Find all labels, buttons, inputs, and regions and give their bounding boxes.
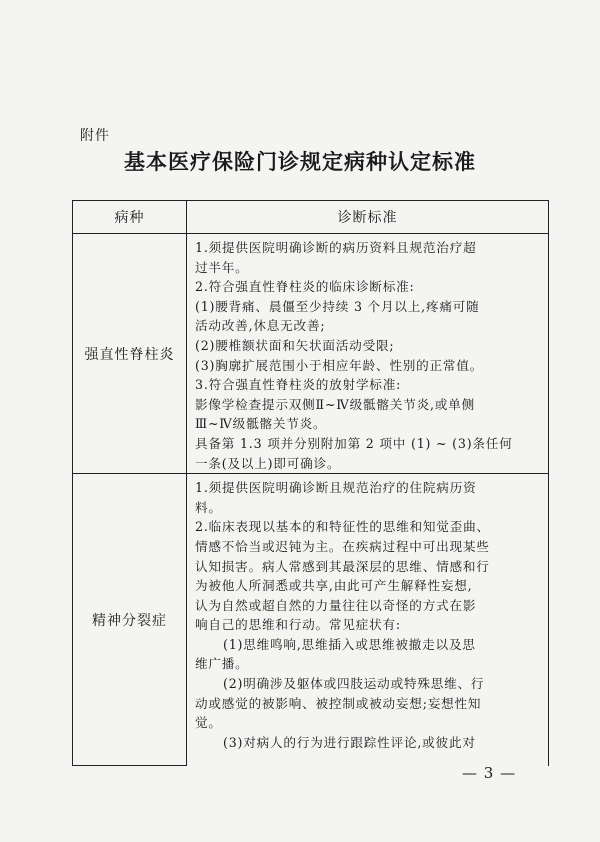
- criteria-line: 情感不恰当或迟钝为主。在疾病过程中可出现某些: [195, 538, 490, 554]
- document-title: 基本医疗保险门诊规定病种认定标准: [124, 149, 476, 174]
- criteria-line: (1)腰背痛、晨僵至少持续 3 个月以上,疼痛可随: [195, 298, 480, 314]
- criteria-line: (2)明确涉及躯体或四肢运动或特殊思维、行: [223, 676, 485, 692]
- criteria-line: 料。: [195, 499, 222, 515]
- criteria-line: 影像学检查提示双侧Ⅱ~Ⅳ级骶髂关节炎,或单侧: [195, 396, 475, 412]
- page-number: — 3 —: [462, 764, 517, 782]
- criteria-line: 1.须提供医院明确诊断的病历资料且规范治疗超: [195, 240, 477, 255]
- criteria-line: (2)腰椎额状面和矢状面活动受限;: [195, 337, 395, 353]
- criteria-line: 响自己的思维和行动。常见症状有:: [195, 617, 401, 633]
- criteria-line: 具备第 1.3 项并分别附加第 2 项中 (1) ~ (3)条任何: [195, 435, 513, 451]
- criteria-line: 过半年。: [195, 259, 249, 275]
- criteria-line: 为被他人所洞悉或共享,由此可产生解释性妄想,: [195, 578, 473, 594]
- criteria-line: 3.符合强直性脊柱炎的放射学标准:: [195, 377, 402, 393]
- criteria-cell: [187, 474, 549, 766]
- criteria-line: 一条(及以上)即可确诊。: [195, 455, 341, 471]
- table-row: [73, 234, 549, 474]
- table-row: [73, 474, 549, 766]
- criteria-line: 觉。: [195, 715, 222, 731]
- criteria-line: 2.临床表现以基本的和特征性的思维和知觉歪曲、: [195, 519, 490, 535]
- criteria-line: (3)对病人的行为进行跟踪性评论,或彼此对: [223, 734, 476, 750]
- criteria-line: 动或感觉的被影响、被控制或被动妄想;妄想性知: [195, 695, 482, 711]
- criteria-line: 维广播。: [195, 656, 249, 672]
- criteria-line: 1.须提供医院明确诊断且规范治疗的住院病历资: [195, 480, 477, 496]
- header-criteria: 诊断标准: [187, 201, 549, 234]
- annex-label: 附件: [80, 128, 110, 144]
- table-header-row: [73, 201, 549, 234]
- criteria-cell: [187, 234, 549, 474]
- criteria-line: 2.符合强直性脊柱炎的临床诊断标准:: [195, 279, 415, 295]
- disease-name-cell: 强直性脊柱炎: [73, 234, 187, 474]
- criteria-line: (1)思维鸣响,思维插入或思维被撤走以及思: [223, 636, 476, 652]
- criteria-line: 认为自然或超自然的力量往往以奇怪的方式在影: [195, 597, 477, 613]
- header-disease: 病种: [73, 201, 187, 234]
- criteria-line: (3)胸廓扩展范围小于相应年龄、性别的正常值。: [195, 357, 484, 373]
- criteria-line: Ⅲ~Ⅳ级骶髂关节炎。: [195, 416, 327, 432]
- disease-name-cell: 精神分裂症: [73, 474, 187, 766]
- diagnosis-standards-table: [72, 200, 549, 766]
- criteria-line: 认知损害。病人常感到其最深层的思维、情感和行: [195, 558, 490, 574]
- criteria-line: 活动改善,休息无改善;: [195, 318, 326, 334]
